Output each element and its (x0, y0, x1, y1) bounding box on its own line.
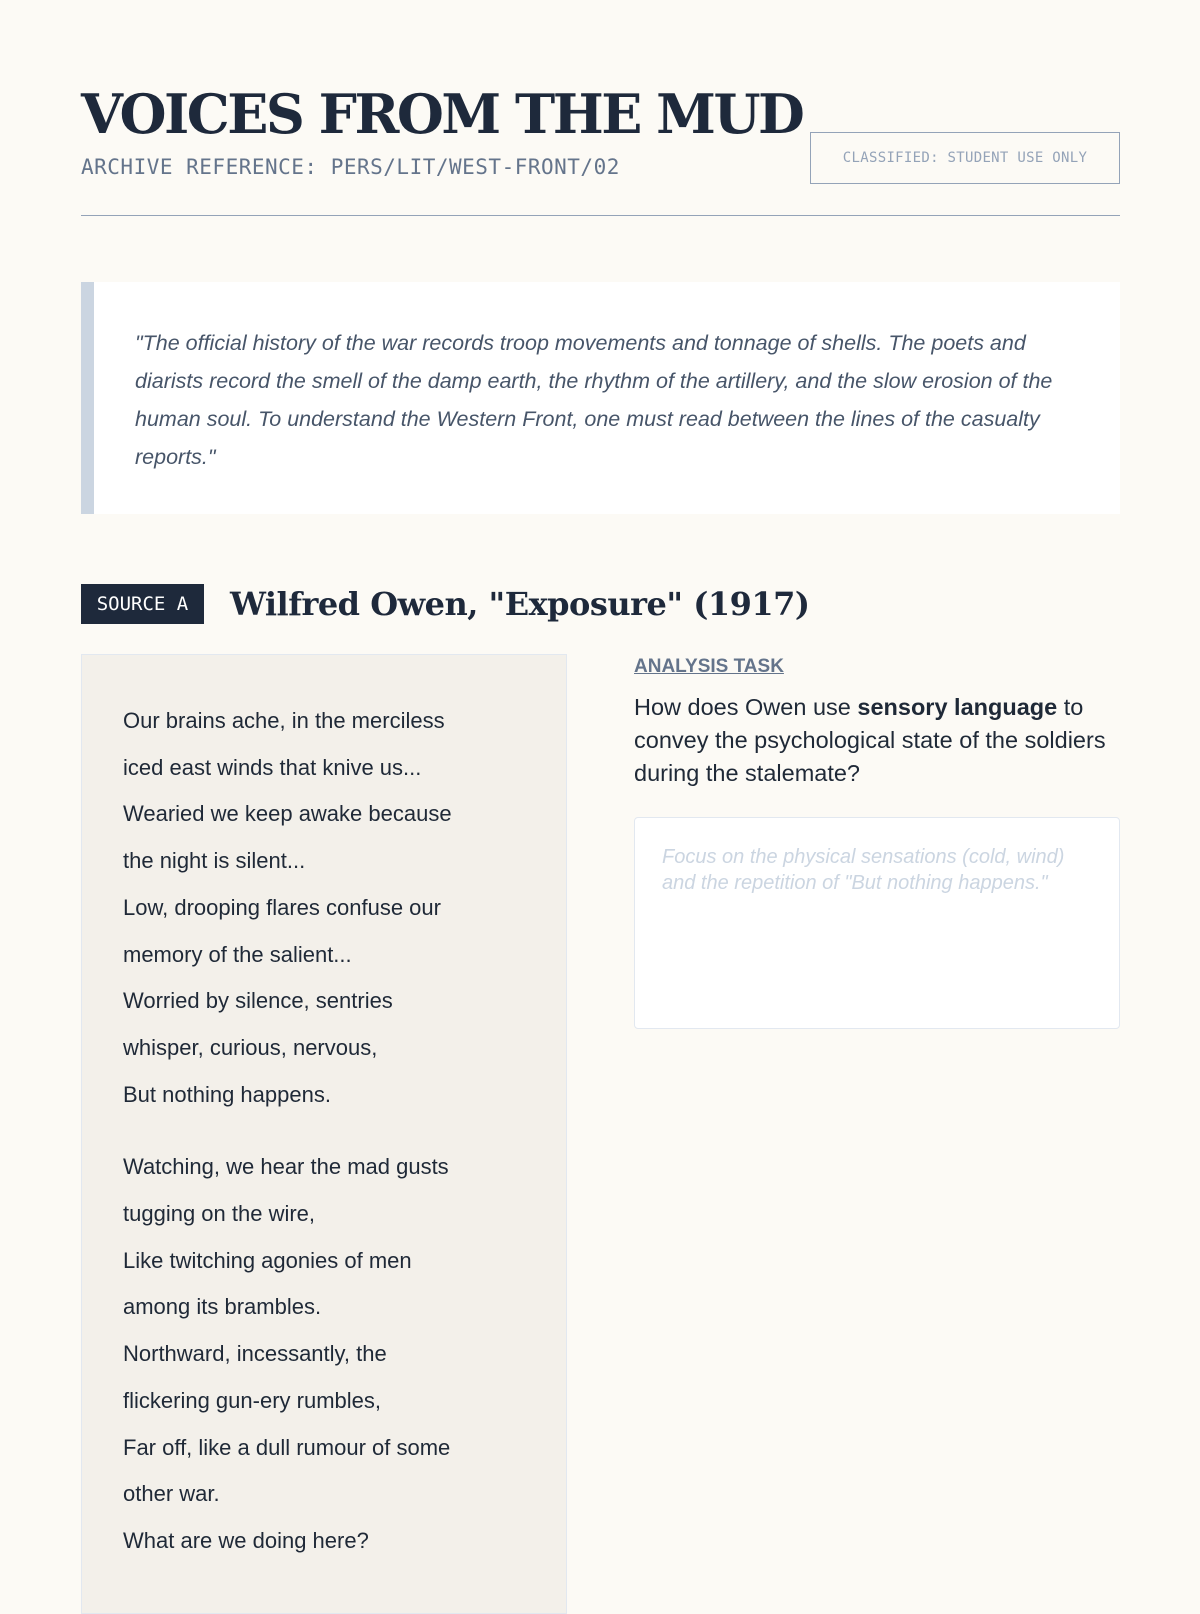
poem-stanza (123, 1144, 546, 1564)
poem-line: Low, drooping flares confuse our (123, 894, 441, 920)
poem-text-panel (81, 654, 567, 1614)
task-label: ANALYSIS TASK (634, 656, 784, 677)
poem-line: memory of the salient... (123, 941, 352, 967)
poem-line: Watching, we hear the mad gusts (123, 1154, 449, 1180)
analysis-task (634, 652, 1120, 1029)
poem-line: Like twitching agonies of men (123, 1247, 412, 1273)
epigraph-text: "The official history of the war records troop movements and tonnage of shells. The poets and diarists record the smell of the damp earth, the rhythm of the artillery, and the slow erosion of the human soul. To understand the Western Front, one must read between the lines of the casualty reports." (135, 331, 1053, 469)
poem-line: other war. (123, 1481, 220, 1507)
poem-line: whisper, curious, nervous, (123, 1034, 378, 1060)
poem-line: What are we doing here? (123, 1527, 369, 1553)
task-question-start: How does Owen use (634, 694, 858, 720)
poem-line: Worried by silence, sentries (123, 988, 393, 1014)
archive-reference: ARCHIVE REFERENCE: PERS/LIT/WEST-FRONT/02 (81, 155, 620, 179)
task-question (634, 691, 1120, 790)
classification-stamp: CLASSIFIED: STUDENT USE ONLY (810, 132, 1120, 184)
answer-textarea[interactable] (634, 817, 1120, 1029)
task-question-emphasis: sensory language (857, 694, 1058, 720)
poem-line: Wearied we keep awake because (123, 801, 452, 827)
epigraph-quote (81, 282, 1120, 514)
poem-stanza (123, 698, 546, 1118)
poem-line: tugging on the wire, (123, 1201, 316, 1227)
worksheet-page (81, 0, 1120, 1553)
page-header (81, 0, 1120, 216)
poem-line: Our brains ache, in the merciless (123, 708, 445, 733)
poem-line: among its brambles. (123, 1294, 322, 1320)
source-title: Wilfred Owen, "Exposure" (1917) (230, 585, 810, 623)
poem-line: iced east winds that knive us... (123, 754, 422, 780)
source-heading (81, 584, 1120, 624)
page-title: VOICES FROM THE MUD (81, 82, 803, 146)
poem-line: flickering gun-ery rumbles, (123, 1387, 381, 1413)
source-badge: SOURCE A (81, 584, 204, 624)
poem-line: the night is silent... (123, 848, 306, 874)
poem-line: Far off, like a dull rumour of some (123, 1434, 451, 1460)
poem-line: But nothing happens. (123, 1081, 331, 1107)
task-question-end: to convey the psychological state of the soldiers during the stalemate? (634, 694, 1106, 786)
poem-line: Northward, incessantly, the (123, 1341, 387, 1367)
